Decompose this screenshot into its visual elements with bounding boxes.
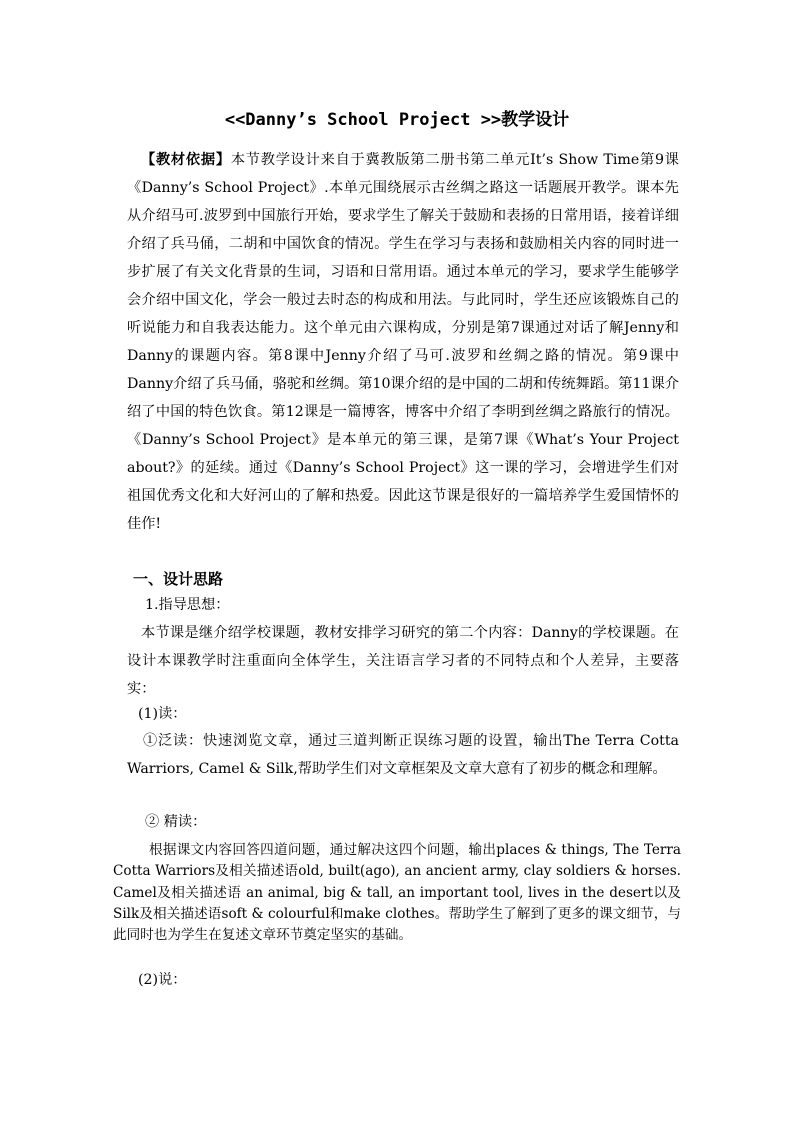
- intensive-reading-paragraph: 根据课文内容回答四道问题，通过解决这四个问题，输出places & things, The Terra Cotta Warriors及相关描述语old, built(ago), an ancient army, clay soldiers & horses. Camel及相关描述语 an animal, big & tall, an important tool, lives in the desert以及Silk及相关描述语soft & colourful和make clothes。帮助学生了解到了更多的课文细节，与此同时也为学生在复述文章环节奠定坚实的基础。: [113, 842, 681, 944]
- document-title: <<Danny’s School Project >>教学设计: [224, 110, 570, 130]
- intro-text: 本节教学设计来自于冀教版第二册书第二单元It’s Show Time第9课《Danny’s School Project》.本单元围绕展示古丝绸之路这一话题展开教学。课本先从介绍马可.波罗到中国旅行开始，要求学生了解关于鼓励和表扬的日常用语，接着详细介绍了兵马俑，二胡和中国饮食的情况。学生在学习与表扬和鼓励相关内容的同时进一步扩展了有关文化背景的生词，习语和日常用语。通过本单元的学习，要求学生能够学会介绍中国文化，学会一般过去时态的构成和用法。与此同时，学生还应该锻炼自己的听说能力和自我表达能力。这个单元由六课构成，分别是第7课通过对话了解Jenny和Danny的课题内容。第8课中Jenny介绍了马可.波罗和丝绸之路的情况。第9课中Danny介绍了兵马俑，骆驼和丝绸。第10课介绍的是中国的二胡和传统舞蹈。第11课介绍了中国的特色饮食。第12课是一篇博客，博客中介绍了李明到丝绸之路旅行的情况。《Danny’s School Project》是本单元的第三课，是第7课《What’s Your Project about?》的延续。通过《Danny’s School Project》这一课的学习，会增进学生们对祖国优秀文化和大好河山的了解和热爱。因此这节课是很好的一篇培养学生爱国情怀的佳作!: [127, 152, 679, 532]
- intro-label: 【教材依据】: [141, 152, 231, 168]
- intensive-reading-heading: ② 精读：: [145, 814, 207, 830]
- intro-paragraph: [127, 146, 679, 538]
- section-heading-design-ideas: 一、设计思路: [133, 570, 224, 588]
- speaking-heading: (2)说：: [138, 972, 187, 988]
- guiding-thought-paragraph: 本节课是继介绍学校课题，教材安排学习研究的第二个内容：Danny的学校课题。在设计本课教学时注重面向全体学生，关注语言学习者的不同特点和个人差异，主要落实：: [127, 625, 679, 697]
- reading-heading: (1)读：: [138, 706, 187, 722]
- guiding-thought-heading: 1.指导思想：: [145, 597, 230, 613]
- skim-reading-paragraph: ①泛读：快速浏览文章，通过三道判断正误练习题的设置，输出The Terra Cotta Warriors, Camel & Silk,帮助学生们对文章框架及文章大意有了初步的概念和理解。: [127, 733, 679, 777]
